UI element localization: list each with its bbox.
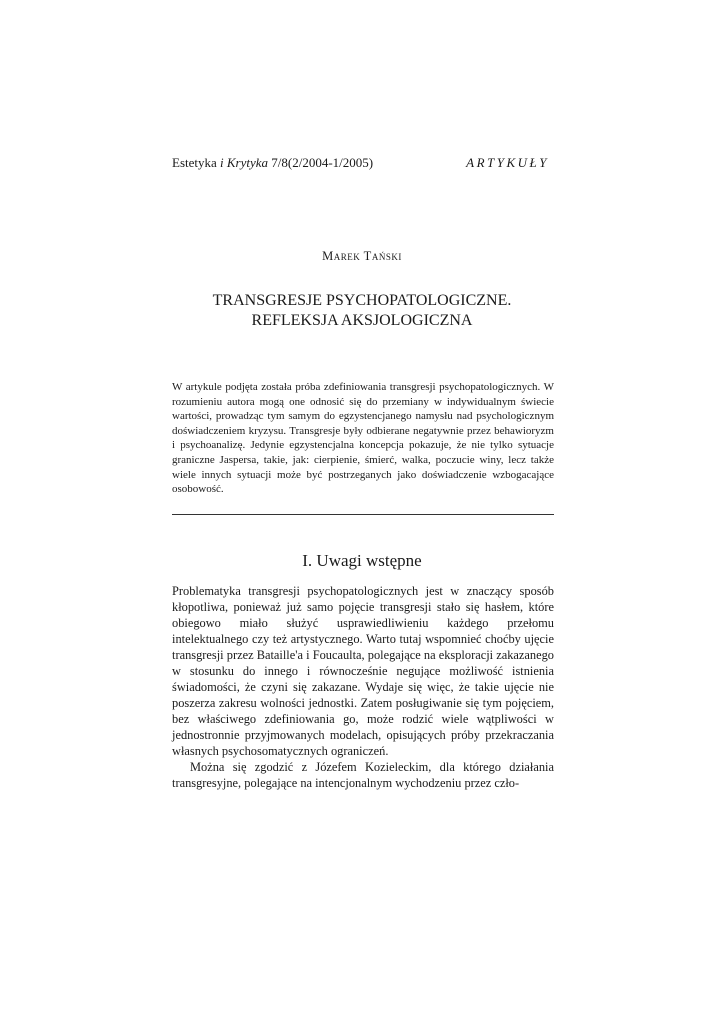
body-paragraph-2: Można się zgodzić z Józefem Kozieleckim, dla którego działania transgresyjne, polegające na intencjonalnym wychodzeniu przez czło- <box>172 760 554 790</box>
journal-name-italic: i Krytyka <box>220 155 269 170</box>
section-heading: I. Uwagi wstępne <box>302 551 422 570</box>
running-header-section: ARTYKUŁY <box>466 155 549 170</box>
section-divider <box>172 514 554 515</box>
article-title-line-2: REFLEKSJA AKSJOLOGICZNA <box>251 312 473 329</box>
article-author: Marek Tański <box>322 249 402 263</box>
article-abstract: W artykule podjęta została próba zdefiniowania transgresji psychopatologicznych. W rozumieniu autora mogą one odnosić się do przemiany w indywidualnym świecie wartości, prowadząc tym samym do egzystencjanego namysłu nad psychologicznym doświadczeniem kryzysu. Transgresje były odbierane negatywnie przez behawioryzm i psychoanalizę. Jedynie egzystencjalna koncepcja pokazuje, że nie tylko sytuacje graniczne Jaspersa, takie, jak: cierpienie, śmierć, walka, poczucie winy, lecz także wiele innych sytuacji może być postrzeganych jako doświadczenie wzbogacające osobowość. <box>172 381 554 496</box>
article-title <box>0 291 724 331</box>
running-header-journal <box>172 155 373 171</box>
body-text <box>172 583 554 791</box>
body-paragraph-1: Problematyka transgresji psychopatologicznych jest w znaczący sposób kłopotliwa, ponieważ już samo pojęcie transgresji stało się hasłem, które obiegowo miało służyć usprawiedliwieniu każdego przełomu intelektualnego czy też artystycznego. Warto tutaj wspomnieć choćby ujęcie transgresji przez Bataille'a i Foucaulta, polegające na eksploracji zakazanego w stosunku do innego i równocześnie negujące możliwość istnienia świadomości, że czyni się zakazane. Wydaje się więc, że takie ujęcie nie poszerza zakresu wolności jednostki. Zatem posługiwanie się tym pojęciem, bez właściwego zdefiniowania go, może rodzić wiele wątpliwości w jednostronnie przyjmowanych modelach, opisujących próby przekraczania własnych psychosomatycznych ograniczeń. <box>172 584 554 758</box>
journal-issue: 7/8(2/2004-1/2005) <box>268 155 374 170</box>
journal-name-prefix: Estetyka <box>172 155 221 170</box>
article-title-line-1: TRANSGRESJE PSYCHOPATOLOGICZNE. <box>212 292 512 309</box>
